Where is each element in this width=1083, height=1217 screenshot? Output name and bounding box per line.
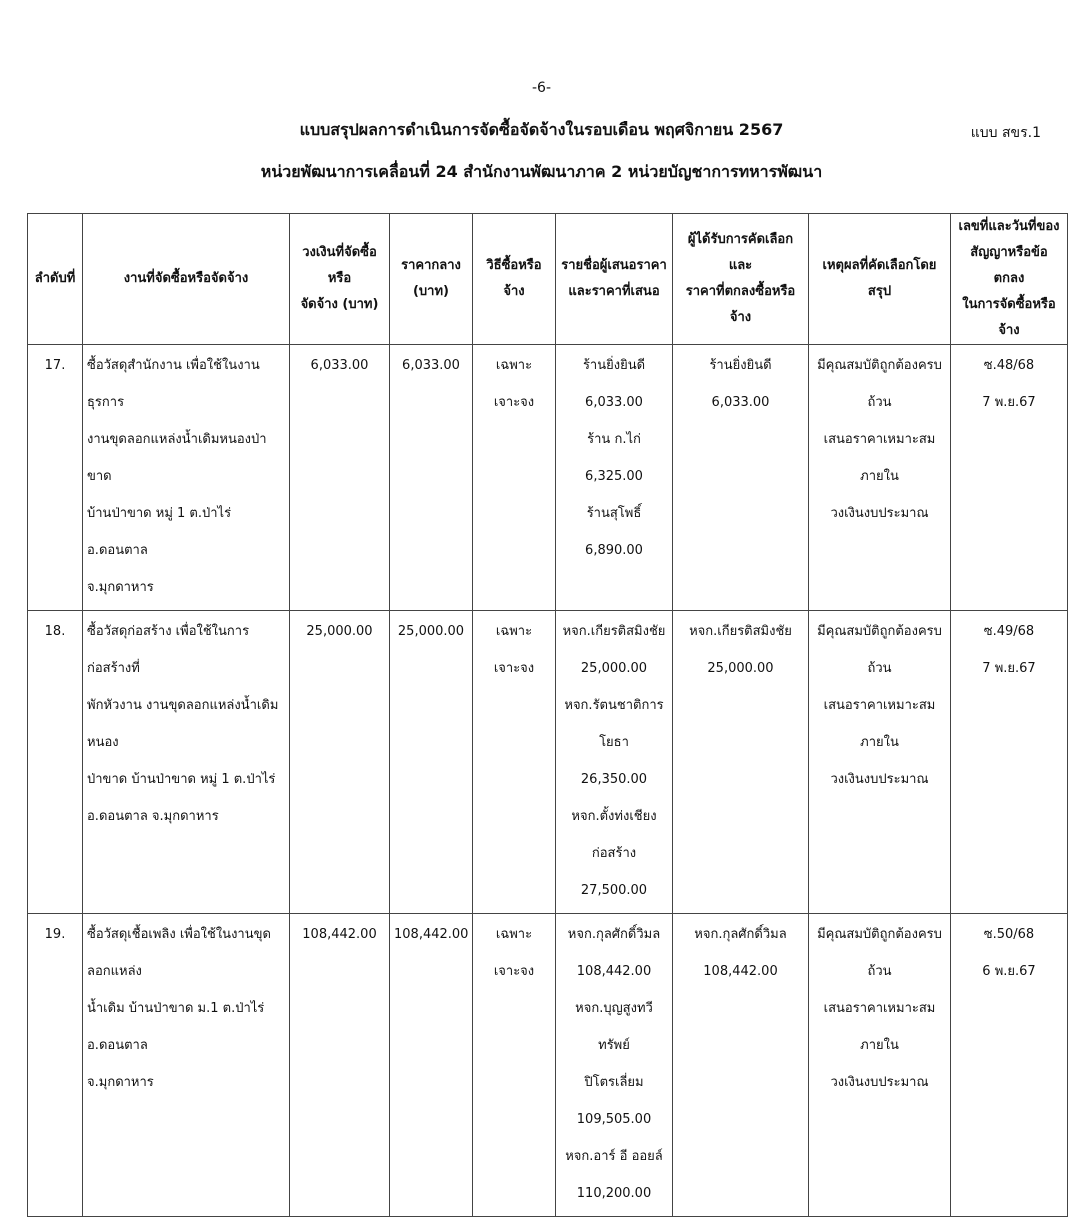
table-row [28, 345, 1068, 611]
row-winner: หจก.เกียรติสมิงชัย 25,000.00 [673, 611, 809, 914]
row-reason: มีคุณสมบัติถูกต้องครบถ้วน เสนอราคาเหมาะสมภายใน วงเงินงบประมาณ [809, 345, 951, 611]
header-contract: เลขที่และวันที่ของ สัญญาหรือข้อตกลง ในการจัดซื้อหรือจ้าง [951, 214, 1068, 345]
row-bidders: ร้านยิ่งยินดี 6,033.00 ร้าน ก.ไก่ 6,325.00 ร้านสุโพธิ์ 6,890.00 [556, 345, 673, 611]
row-median-price: 25,000.00 [390, 611, 473, 914]
table-row [28, 611, 1068, 914]
row-method: เฉพาะเจาะจง [473, 345, 556, 611]
row-winner: ร้านยิ่งยินดี 6,033.00 [673, 345, 809, 611]
row-budget: 108,442.00 [290, 914, 390, 1217]
header-bidders: รายชื่อผู้เสนอราคา และราคาที่เสนอ [556, 214, 673, 345]
header-median-price: ราคากลาง (บาท) [390, 214, 473, 345]
header-no: ลำดับที่ [28, 214, 83, 345]
page-number: -6- [531, 80, 551, 96]
row-work: ซื้อวัสดุก่อสร้าง เพื่อใช้ในการก่อสร้างที่ พักหัวงาน งานขุดลอกแหล่งน้ำเดิมหนอง ป่าขาด บ้านป่าขาด หมู่ 1 ต.ป่าไร่ อ.ดอนตาล จ.มุกดาหาร [83, 611, 290, 914]
row-work: ซื้อวัสดุสำนักงาน เพื่อใช้ในงานธุรการ งานขุดลอกแหล่งน้ำเดิมหนองป่าขาด บ้านป่าขาด หมู่ 1 ต.ป่าไร่ อ.ดอนตาล จ.มุกดาหาร [83, 345, 290, 611]
document-subtitle: หน่วยพัฒนาการเคลื่อนที่ 24 สำนักงานพัฒนาภาค 2 หน่วยบัญชาการทหารพัฒนา [260, 162, 823, 181]
table-row [28, 914, 1068, 1217]
row-reason: มีคุณสมบัติถูกต้องครบถ้วน เสนอราคาเหมาะสมภายใน วงเงินงบประมาณ [809, 914, 951, 1217]
header-work: งานที่จัดซื้อหรือจัดจ้าง [83, 214, 290, 345]
form-code: แบบ สขร.1 [970, 125, 1041, 141]
header-winner: ผู้ได้รับการคัดเลือกและ ราคาที่ตกลงซื้อหรือจ้าง [673, 214, 809, 345]
row-budget: 25,000.00 [290, 611, 390, 914]
procurement-table [27, 213, 1068, 1217]
row-budget: 6,033.00 [290, 345, 390, 611]
header-reason: เหตุผลที่คัดเลือกโดยสรุป [809, 214, 951, 345]
row-method: เฉพาะเจาะจง [473, 914, 556, 1217]
row-contract: ซ.49/68 7 พ.ย.67 [951, 611, 1068, 914]
row-contract: ซ.48/68 7 พ.ย.67 [951, 345, 1068, 611]
row-median-price: 108,442.00 [390, 914, 473, 1217]
header-method: วิธีซื้อหรือจ้าง [473, 214, 556, 345]
row-contract: ซ.50/68 6 พ.ย.67 [951, 914, 1068, 1217]
row-method: เฉพาะเจาะจง [473, 611, 556, 914]
row-work: ซื้อวัสดุเชื้อเพลิง เพื่อใช้ในงานขุดลอกแหล่ง น้ำเดิม บ้านป่าขาด ม.1 ต.ป่าไร่ อ.ดอนตาล จ.มุกดาหาร [83, 914, 290, 1217]
row-reason: มีคุณสมบัติถูกต้องครบถ้วน เสนอราคาเหมาะสมภายใน วงเงินงบประมาณ [809, 611, 951, 914]
document-title: แบบสรุปผลการดำเนินการจัดซื้อจัดจ้างในรอบเดือน พฤศจิกายน 2567 [299, 120, 784, 139]
header-budget: วงเงินที่จัดซื้อหรือ จัดจ้าง (บาท) [290, 214, 390, 345]
row-bidders: หจก.เกียรติสมิงชัย 25,000.00 หจก.รัตนชาติการโยธา 26,350.00 หจก.ตั้งท่งเชียงก่อสร้าง 27,500.00 [556, 611, 673, 914]
row-no: 17. [28, 345, 83, 611]
row-no: 18. [28, 611, 83, 914]
row-winner: หจก.กุลศักดิ์วิมล 108,442.00 [673, 914, 809, 1217]
table-header-row [28, 214, 1068, 345]
row-no: 19. [28, 914, 83, 1217]
row-median-price: 6,033.00 [390, 345, 473, 611]
row-bidders: หจก.กุลศักดิ์วิมล 108,442.00 หจก.บุญสูงทวีทรัพย์ ปิโตรเลี่ยม 109,505.00 หจก.อาร์ อี ออยล์ 110,200.00 [556, 914, 673, 1217]
